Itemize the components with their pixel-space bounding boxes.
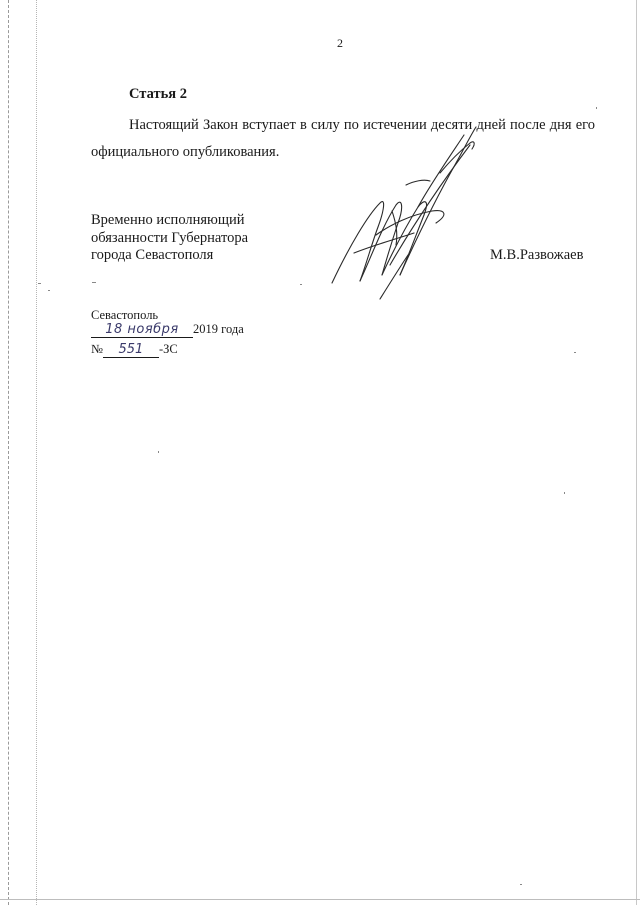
handwritten-date: 18 ноября: [91, 322, 193, 338]
scan-speck: [300, 284, 302, 285]
law-number: [91, 342, 178, 358]
signer-name: М.В.Развожаев: [490, 247, 584, 263]
handwritten-number: 551: [103, 342, 159, 358]
scan-speck: [574, 352, 576, 353]
page-number: 2: [337, 36, 343, 50]
signer-position-line-3: города Севастополя: [91, 247, 214, 263]
number-suffix: -ЗС: [158, 342, 178, 356]
signing-date: [91, 322, 244, 338]
scan-edge-right: [636, 0, 638, 905]
scan-speck: [38, 283, 41, 284]
handwritten-signature: [320, 115, 500, 315]
scan-edge-left: [8, 0, 10, 905]
scan-edge-bottom: [0, 899, 640, 901]
scan-speck: [520, 884, 522, 885]
date-year: 2019 года: [193, 322, 244, 336]
scan-speck: [564, 492, 565, 494]
place-of-signing: Севастополь: [91, 308, 159, 322]
scan-speck: [596, 107, 597, 109]
scan-speck: [92, 282, 96, 283]
scan-edge-left-dotted: [36, 0, 38, 905]
scan-speck: [48, 290, 50, 291]
article-text: Настоящий Закон вступает в силу по истечении десяти дней после дня его официального опубликования.: [91, 117, 595, 160]
number-sign: №: [91, 342, 103, 356]
signer-position-line-2: обязанности Губернатора: [91, 229, 249, 246]
signer-position: [91, 212, 248, 265]
scan-speck: [158, 451, 159, 453]
article-title: Статья 2: [129, 86, 187, 102]
signer-position-line-1: Временно исполняющий: [91, 212, 245, 228]
